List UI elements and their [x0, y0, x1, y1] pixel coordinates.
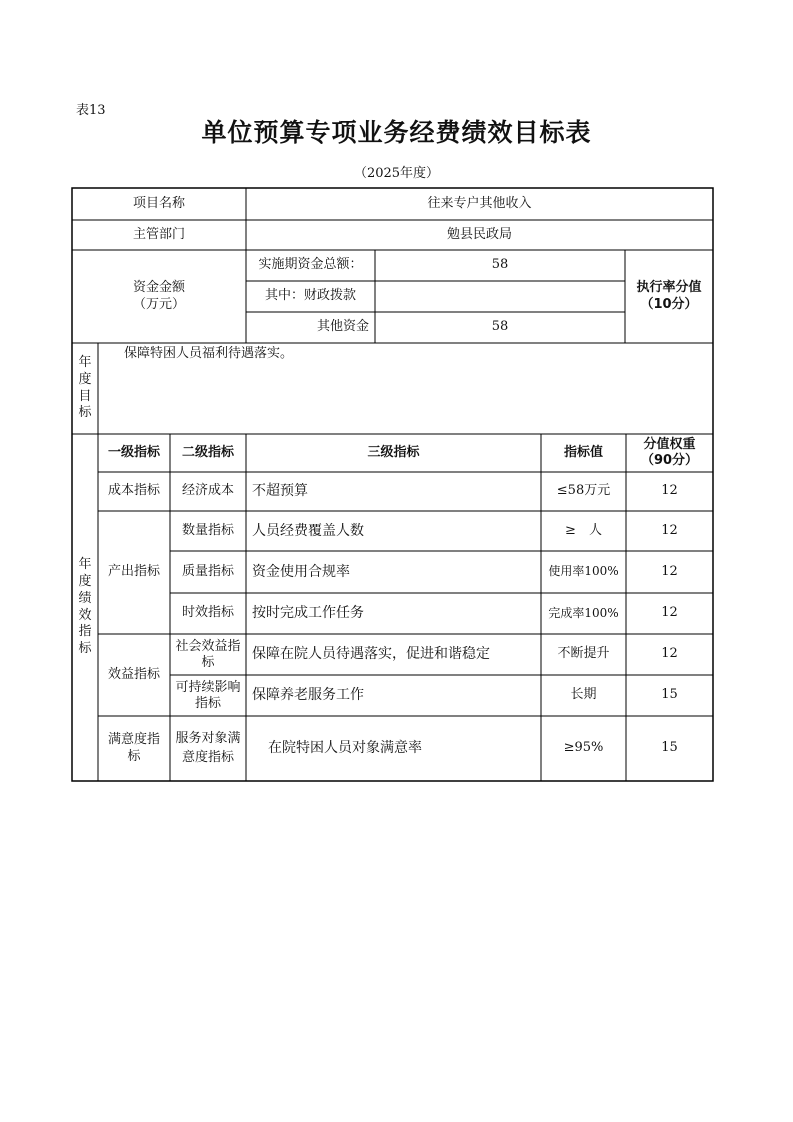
- annual-goal-text: 保障特困人员福利待遇落实。: [124, 346, 294, 361]
- satis-label-line2: 标: [127, 748, 141, 764]
- finance-funds-value: [375, 281, 625, 312]
- total-funds-label: 实施期资金总额：: [258, 257, 363, 273]
- row-l2: [170, 472, 246, 511]
- exec-rate-line2: （10分）: [640, 296, 698, 312]
- l2-text: 社会效益指: [175, 638, 241, 654]
- section-label-char: 标: [78, 641, 92, 657]
- l2-text-line2: 标: [201, 654, 215, 670]
- l2-text: 数量指标: [181, 522, 234, 538]
- row-weight: 12: [661, 605, 678, 621]
- row-weight: 15: [661, 740, 678, 756]
- row-weight: 12: [661, 483, 678, 499]
- l2-text-line2: 意度指标: [181, 749, 234, 765]
- cost-indicator-label: 成本指标: [107, 483, 160, 499]
- fund-label-line2: （万元）: [132, 296, 185, 312]
- col-level3-header: 三级指标: [367, 444, 420, 460]
- satis-label-line1: 满意度指: [107, 731, 160, 747]
- fund-amount-label: [72, 250, 246, 343]
- exec-rate-line1: 执行率分值: [636, 279, 702, 295]
- weight-header-line1: 分值权重: [643, 437, 696, 453]
- section-label-char: 度: [78, 573, 92, 589]
- l2-text: 经济成本: [181, 483, 234, 499]
- row-l2: [170, 551, 246, 593]
- total-funds-value: 58: [491, 257, 509, 273]
- project-name-value: 往来专户其他收入: [427, 195, 532, 211]
- goal-label-char: 目: [78, 388, 92, 404]
- row-l2: [170, 675, 246, 716]
- row-l2: [170, 593, 246, 634]
- col-level1-header: 一级指标: [107, 444, 160, 460]
- dept-value: 勉县民政局: [446, 226, 512, 242]
- row-l3: 人员经费覆盖人数: [252, 522, 364, 539]
- section-label-char: 指: [78, 624, 92, 640]
- row-weight: 12: [661, 563, 678, 579]
- exec-rate-score: [625, 250, 713, 343]
- row-l2: [170, 634, 246, 675]
- other-funds-value: 58: [491, 319, 509, 335]
- row-value: ≥ 人: [565, 522, 602, 538]
- section-label-char: 绩: [78, 590, 92, 606]
- row-value: 长期: [570, 687, 597, 703]
- row-l3: 保障养老服务工作: [252, 687, 364, 704]
- section-label-char: 年: [78, 556, 92, 572]
- table-number: 表13: [76, 103, 106, 118]
- row-weight: 15: [661, 687, 678, 703]
- budget-year: （2025年度）: [353, 166, 440, 181]
- satisfaction-indicator-label: [98, 716, 170, 781]
- row-weight: 12: [661, 646, 678, 662]
- row-l3: 不超预算: [252, 483, 308, 500]
- l2-text: 时效指标: [181, 605, 234, 621]
- goal-label-char: 度: [78, 371, 92, 387]
- row-value: ≥95%: [563, 740, 604, 756]
- fund-label-line1: 资金金额: [132, 279, 185, 295]
- other-funds-label: 其他资金: [316, 319, 369, 335]
- row-value: 使用率100%: [548, 564, 619, 579]
- benefit-indicator-label: 效益指标: [107, 666, 160, 682]
- row-value: 完成率100%: [548, 605, 619, 620]
- page-title: 单位预算专项业务经费绩效目标表: [201, 118, 592, 147]
- row-l3: 资金使用合规率: [252, 563, 350, 580]
- section-label-char: 效: [78, 607, 92, 623]
- finance-funds-label: 其中：财政拨款: [264, 288, 356, 304]
- performance-indicator-label: [72, 434, 98, 781]
- col-value-header: 指标值: [563, 444, 603, 460]
- project-name-label: 项目名称: [132, 195, 185, 211]
- l2-text-line2: 指标: [194, 695, 221, 711]
- row-l2: [170, 511, 246, 551]
- row-l3: 按时完成工作任务: [252, 605, 364, 622]
- row-value: ≤58万元: [556, 483, 611, 499]
- annual-goal-label: [72, 343, 98, 434]
- l2-text: 可持续影响: [175, 679, 241, 695]
- col-level2-header: 二级指标: [181, 444, 234, 460]
- goal-label-char: 年: [78, 354, 92, 370]
- l2-text: 质量指标: [181, 563, 234, 579]
- row-l2: [170, 716, 246, 781]
- weight-header-line2: （90分）: [640, 453, 699, 468]
- l2-text: 服务对象满: [175, 731, 241, 747]
- row-value: 不断提升: [557, 646, 610, 662]
- output-indicator-label: 产出指标: [107, 564, 160, 580]
- goal-label-char: 标: [78, 405, 92, 421]
- row-l3: 在院特困人员对象满意率: [268, 740, 422, 757]
- col-weight-header: [626, 434, 713, 472]
- dept-label: 主管部门: [132, 226, 185, 242]
- row-l3: 保障在院人员待遇落实，促进和谐稳定: [252, 646, 490, 663]
- row-weight: 12: [661, 522, 678, 538]
